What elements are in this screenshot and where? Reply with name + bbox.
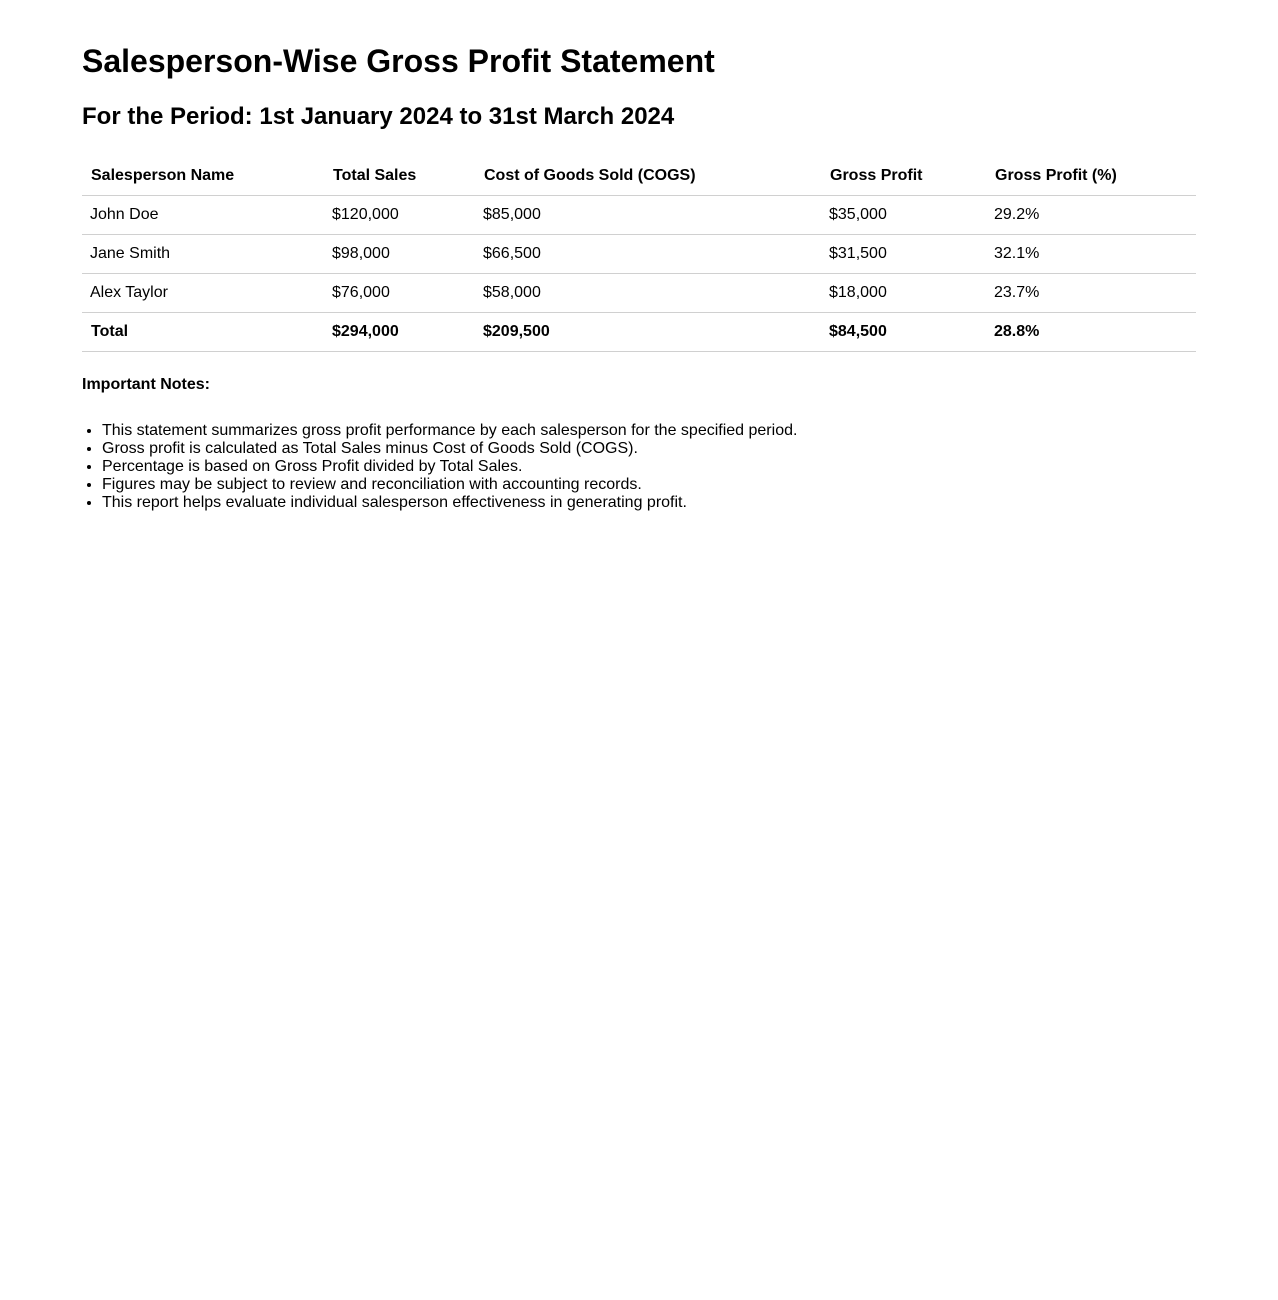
table-total-row	[82, 313, 1196, 352]
period-subtitle: For the Period: 1st January 2024 to 31st March 2024	[82, 103, 675, 130]
cell-gross-profit: $31,500	[821, 235, 986, 274]
cell-cogs: $58,000	[475, 274, 821, 313]
table-row	[82, 274, 1196, 313]
list-item: • Gross profit is calculated as Total Sales minus Cost of Goods Sold (COGS).	[102, 440, 1196, 458]
table-header-row	[82, 157, 1196, 196]
total-gross-profit-percent: 28.8%	[986, 313, 1196, 352]
cell-gross-profit-percent: 32.1%	[986, 235, 1196, 274]
list-item: • This report helps evaluate individual salesperson effectiveness in generating profit.	[102, 494, 1196, 512]
list-item: • Figures may be subject to review and reconciliation with accounting records.	[102, 476, 1196, 494]
cell-salesperson-name: Jane Smith	[82, 235, 324, 274]
report-page	[82, 0, 1196, 512]
total-label: Total	[82, 313, 324, 352]
header-total-sales: Total Sales	[324, 157, 475, 196]
cell-salesperson-name: John Doe	[82, 196, 324, 235]
cell-salesperson-name: Alex Taylor	[82, 274, 324, 313]
header-gross-profit: Gross Profit	[821, 157, 986, 196]
table-row	[82, 235, 1196, 274]
cell-total-sales: $98,000	[324, 235, 475, 274]
page-title: Salesperson-Wise Gross Profit Statement	[82, 43, 715, 79]
total-gross-profit-sum: $84,500	[821, 313, 986, 352]
cell-gross-profit: $35,000	[821, 196, 986, 235]
header-gross-profit-percent: Gross Profit (%)	[986, 157, 1196, 196]
cell-cogs: $85,000	[475, 196, 821, 235]
header-cogs: Cost of Goods Sold (COGS)	[475, 157, 821, 196]
cell-cogs: $66,500	[475, 235, 821, 274]
total-cogs-sum: $209,500	[475, 313, 821, 352]
table-row	[82, 196, 1196, 235]
cell-total-sales: $76,000	[324, 274, 475, 313]
list-item: • Percentage is based on Gross Profit divided by Total Sales.	[102, 458, 1196, 476]
gross-profit-table	[82, 157, 1196, 352]
cell-gross-profit-percent: 29.2%	[986, 196, 1196, 235]
total-sales-sum: $294,000	[324, 313, 475, 352]
cell-gross-profit: $18,000	[821, 274, 986, 313]
cell-total-sales: $120,000	[324, 196, 475, 235]
header-salesperson-name: Salesperson Name	[82, 157, 324, 196]
list-item: • This statement summarizes gross profit performance by each salesperson for the specified period.	[102, 422, 1196, 440]
cell-gross-profit-percent: 23.7%	[986, 274, 1196, 313]
notes-list	[82, 422, 1196, 512]
notes-heading: Important Notes:	[82, 376, 210, 393]
